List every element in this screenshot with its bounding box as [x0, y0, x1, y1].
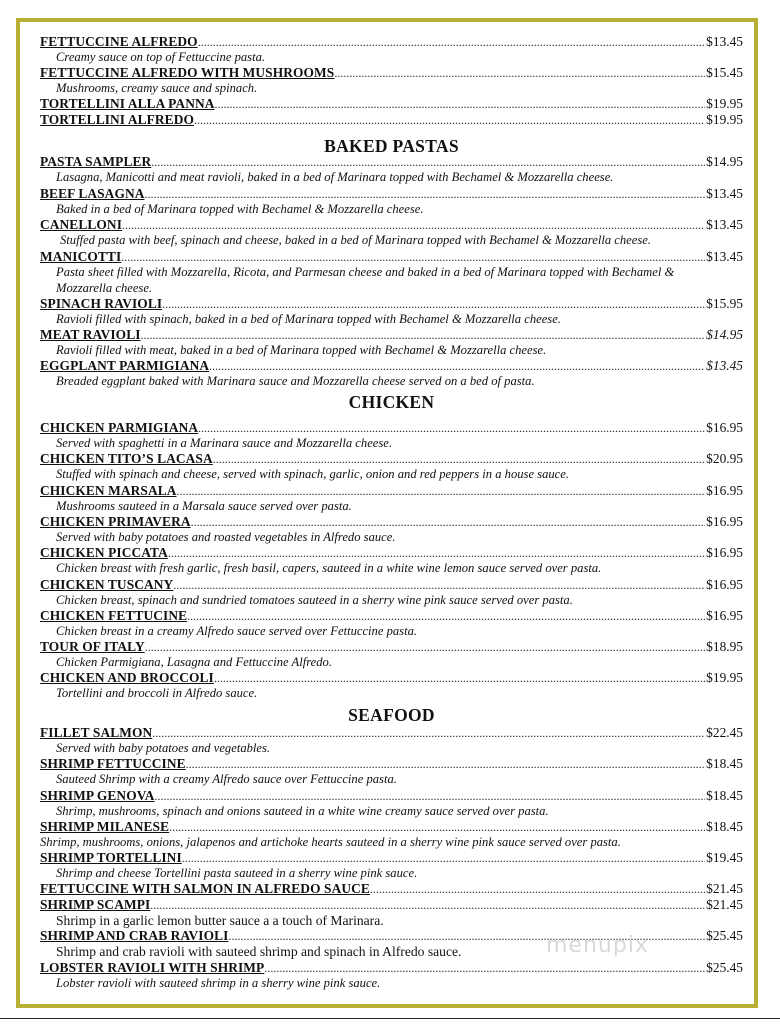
dot-leader	[141, 327, 706, 343]
item-description: Ravioli filled with meat, baked in a bed of Marinara topped with Bechamel & Mozzarella cheese.	[56, 343, 547, 357]
section-heading-chicken: CHICKEN	[348, 392, 435, 412]
menu-item	[40, 577, 743, 609]
dot-leader	[162, 296, 705, 312]
dot-leader	[209, 358, 705, 374]
menu-item	[40, 358, 743, 390]
dot-leader	[370, 881, 705, 897]
dot-leader	[214, 670, 705, 686]
item-description: Chicken breast, spinach and sundried tomatoes sauteed in a sherry wine pink sauce served over pasta.	[56, 593, 573, 607]
item-description: Ravioli filled with spinach, baked in a bed of Marinara topped with Bechamel & Mozzarella cheese.	[56, 312, 561, 326]
dot-leader	[187, 608, 705, 624]
section-heading-seafood: SEAFOOD	[348, 705, 435, 725]
item-name: CHICKEN PRIMAVERA	[40, 514, 191, 529]
menu-item	[40, 451, 743, 483]
dot-leader	[168, 545, 705, 561]
menu-item	[40, 420, 743, 452]
item-name: SHRIMP AND CRAB RAVIOLI	[40, 928, 229, 943]
menu-item	[40, 249, 743, 296]
dot-leader	[215, 96, 706, 112]
item-name: CHICKEN PARMIGIANA	[40, 420, 199, 435]
item-price: $19.95	[706, 670, 743, 685]
item-name: CHICKEN TITO’S LACASA	[40, 451, 213, 466]
item-price: $22.45	[706, 725, 743, 740]
dot-leader	[213, 451, 705, 467]
menu-item	[40, 327, 743, 359]
item-name: SHRIMP FETTUCCINE	[40, 756, 186, 771]
item-name: SHRIMP MILANESE	[40, 819, 170, 834]
item-name: CHICKEN FETTUCINE	[40, 608, 188, 623]
menu-item	[40, 756, 743, 788]
dot-leader	[198, 34, 705, 50]
item-price: $25.45	[706, 928, 743, 943]
item-price: $13.45	[706, 358, 743, 373]
item-price: $18.45	[706, 819, 743, 834]
item-description: Shrimp, mushrooms, spinach and onions sauteed in a white wine creamy sauce served over pasta.	[56, 804, 549, 818]
item-price: $19.95	[706, 112, 743, 127]
menu-item	[40, 639, 743, 671]
dot-leader	[173, 577, 705, 593]
menu-item	[40, 112, 743, 128]
item-price: $18.95	[706, 639, 743, 654]
menu-item	[40, 788, 743, 820]
item-name: FETTUCCINE WITH SALMON IN ALFREDO SAUCE	[40, 881, 370, 896]
item-price: $16.95	[706, 420, 743, 435]
menupix-watermark: menupix	[546, 933, 649, 958]
item-description: Tortellini and broccoli in Alfredo sauce.	[56, 686, 258, 700]
dot-leader	[198, 420, 705, 436]
item-description: Shrimp and cheese Tortellini pasta sauteed in a sherry wine pink sauce.	[56, 866, 418, 880]
item-name: BEEF LASAGNA	[40, 186, 145, 201]
item-price: $19.95	[706, 96, 743, 111]
menu-item	[40, 217, 743, 249]
menu-item	[40, 154, 743, 186]
menu-item	[40, 960, 743, 992]
menu-item	[40, 34, 743, 66]
item-name: PASTA SAMPLER	[40, 154, 152, 169]
item-name: CHICKEN TUSCANY	[40, 577, 174, 592]
item-description: Mushrooms, creamy sauce and spinach.	[56, 81, 258, 95]
menu-item	[40, 897, 743, 929]
item-name: EGGPLANT PARMIGIANA	[40, 358, 210, 373]
item-description: Shrimp in a garlic lemon butter sauce a a touch of Marinara.	[56, 913, 384, 928]
item-description: Stuffed with spinach and cheese, served with spinach, garlic, onion and red peppers in a house sauce.	[56, 467, 570, 481]
item-price: $18.45	[706, 756, 743, 771]
item-name: CANELLONI	[40, 217, 123, 232]
item-description: Pasta sheet filled with Mozzarella, Ricota, and Parmesan cheese and baked in a bed of Marinara topped with Bechamel & Mozzarella cheese.	[56, 265, 675, 295]
dot-leader	[264, 960, 705, 976]
item-description: Baked in a bed of Marinara topped with Bechamel & Mozzarella cheese.	[56, 202, 424, 216]
item-price: $15.45	[706, 65, 743, 80]
item-price: $14.95	[706, 327, 743, 342]
menu-item	[40, 819, 743, 851]
item-name: CHICKEN AND BROCCOLI	[40, 670, 214, 685]
dot-leader	[191, 514, 706, 530]
item-name: FILLET SALMON	[40, 725, 153, 740]
item-name: FETTUCCINE ALFREDO	[40, 34, 198, 49]
menu-item	[40, 608, 743, 640]
item-name: MEAT RAVIOLI	[40, 327, 141, 342]
item-name: FETTUCCINE ALFREDO WITH MUSHROOMS	[40, 65, 335, 80]
item-price: $20.95	[706, 451, 743, 466]
dot-leader	[169, 819, 705, 835]
menu-item	[40, 850, 743, 882]
item-description: Served with spaghetti in a Marinara sauce and Mozzarella cheese.	[56, 436, 393, 450]
section-heading-baked-pastas: BAKED PASTAS	[324, 136, 459, 156]
item-name: TOUR OF ITALY	[40, 639, 145, 654]
item-price: $13.45	[706, 249, 743, 264]
item-name: TORTELLINI ALLA PANNA	[40, 96, 215, 111]
menu-item	[40, 296, 743, 328]
dot-leader	[186, 756, 706, 772]
dot-leader	[182, 850, 705, 866]
item-name: LOBSTER RAVIOLI WITH SHRIMP	[40, 960, 265, 975]
item-name: TORTELLINI ALFREDO	[40, 112, 194, 127]
dot-leader	[151, 154, 705, 170]
item-description: Served with baby potatoes and vegetables.	[56, 741, 271, 755]
dot-leader	[152, 725, 705, 741]
item-description: Lobster ravioli with sauteed shrimp in a sherry wine pink sauce.	[56, 976, 381, 990]
menu-item	[40, 96, 743, 112]
item-description: Sauteed Shrimp with a creamy Alfredo sauce over Fettuccine pasta.	[56, 772, 397, 786]
item-name: MANICOTTI	[40, 249, 122, 264]
item-price: $18.45	[706, 788, 743, 803]
item-description: Shrimp, mushrooms, onions, jalapenos and artichoke hearts sauteed in a sherry wine pink sauce served over pasta.	[40, 835, 621, 849]
item-price: $16.95	[706, 483, 743, 498]
item-price: $21.45	[706, 897, 743, 912]
dot-leader	[121, 249, 705, 265]
item-price: $21.45	[706, 881, 743, 896]
item-price: $16.95	[706, 514, 743, 529]
menu-item	[40, 483, 743, 515]
item-name: SHRIMP TORTELLINI	[40, 850, 182, 865]
item-price: $13.45	[706, 217, 743, 232]
item-description: Breaded eggplant baked with Marinara sauce and Mozzarella cheese served on a bed of pasta.	[56, 374, 535, 388]
item-name: SHRIMP SCAMPI	[40, 897, 151, 912]
item-name: SPINACH RAVIOLI	[40, 296, 163, 311]
item-description: Lasagna, Manicotti and meat ravioli, baked in a bed of Marinara topped with Bechamel & Mozzarella cheese.	[56, 170, 614, 184]
menu-item	[40, 725, 743, 757]
item-price: $25.45	[706, 960, 743, 975]
menu-item	[40, 545, 743, 577]
page-bottom-divider	[0, 1018, 780, 1019]
item-name: SHRIMP GENOVA	[40, 788, 155, 803]
dot-leader	[145, 186, 706, 202]
item-description: Chicken breast with fresh garlic, fresh basil, capers, sauteed in a white wine lemon sauce served over pasta.	[56, 561, 602, 575]
dot-leader	[150, 897, 705, 913]
item-description: Served with baby potatoes and roasted vegetables in Alfredo sauce.	[56, 530, 396, 544]
item-price: $13.45	[706, 34, 743, 49]
item-description: Mushrooms sauteed in a Marsala sauce served over pasta.	[56, 499, 352, 513]
menu-item	[40, 670, 743, 702]
item-price: $16.95	[706, 608, 743, 623]
menu-item	[40, 65, 743, 97]
dot-leader	[334, 65, 705, 81]
item-description: Chicken Parmigiana, Lasagna and Fettuccine Alfredo.	[56, 655, 332, 669]
item-price: $14.95	[706, 154, 743, 169]
menu-item	[40, 881, 743, 897]
item-price: $16.95	[706, 545, 743, 560]
item-price: $15.95	[706, 296, 743, 311]
item-price: $16.95	[706, 577, 743, 592]
item-description: Stuffed pasta with beef, spinach and cheese, baked in a bed of Marinara topped with Bechamel & Mozzarella cheese.	[60, 233, 651, 247]
menu-item	[40, 514, 743, 546]
item-description: Chicken breast in a creamy Alfredo sauce served over Fettuccine pasta.	[56, 624, 418, 638]
item-description: Creamy sauce on top of Fettuccine pasta.	[56, 50, 266, 64]
item-name: CHICKEN MARSALA	[40, 483, 177, 498]
dot-leader	[155, 788, 706, 804]
item-price: $19.45	[706, 850, 743, 865]
dot-leader	[122, 217, 705, 233]
item-name: CHICKEN PICCATA	[40, 545, 168, 560]
dot-leader	[145, 639, 705, 655]
dot-leader	[194, 112, 705, 128]
menu-item	[40, 186, 743, 218]
dot-leader	[177, 483, 706, 499]
item-price: $13.45	[706, 186, 743, 201]
item-description: Shrimp and crab ravioli with sauteed shrimp and spinach in Alfredo sauce.	[56, 944, 462, 959]
